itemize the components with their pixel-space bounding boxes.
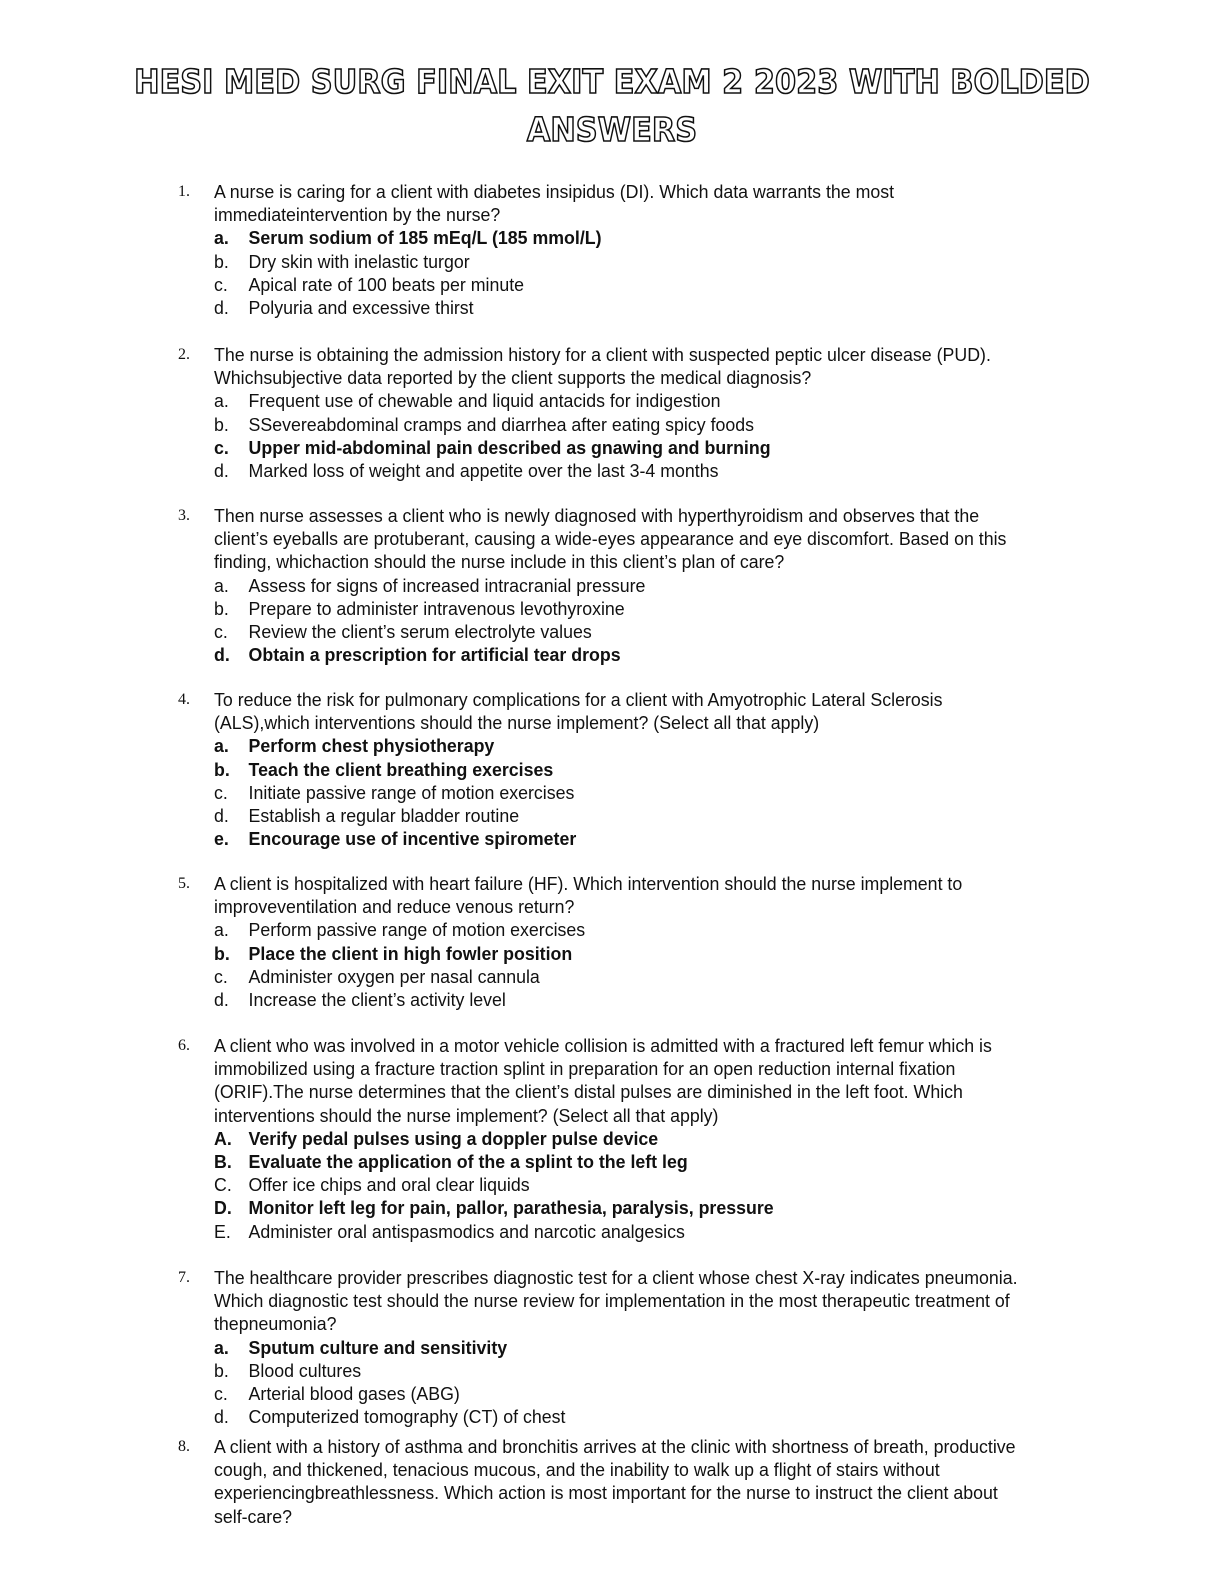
correct-answer-option [214, 1336, 1184, 1359]
answer-option [214, 1359, 1184, 1382]
correct-answer-option [214, 758, 1184, 781]
option-letter: D. [214, 1197, 232, 1219]
option-text: Administer oxygen per nasal cannula [248, 965, 540, 987]
question-3 [0, 504, 1224, 666]
correct-answer-option [214, 1196, 1184, 1219]
option-letter: d. [214, 644, 230, 666]
question-2 [0, 343, 1224, 482]
question-1 [0, 180, 1224, 319]
question-5 [0, 872, 1224, 1011]
option-text: Blood cultures [248, 1359, 362, 1381]
option-letter: c. [214, 1382, 228, 1404]
answer-option [214, 389, 1184, 412]
answer-option [214, 250, 1184, 273]
option-text: Review the client’s serum electrolyte values [248, 620, 592, 642]
option-letter: B. [214, 1151, 232, 1172]
answer-option [214, 1173, 1184, 1196]
correct-answer-option [214, 942, 1184, 965]
option-text: Evaluate the application of the a splint to the left leg [248, 1151, 688, 1172]
option-letter: a. [214, 919, 229, 941]
option-text: Obtain a prescription for artificial tear drops [248, 644, 621, 666]
option-text: Marked loss of weight and appetite over the last 3-4 months [248, 459, 719, 481]
option-letter: d. [214, 1406, 229, 1428]
correct-answer-option [214, 734, 1184, 757]
question-number: 1. [178, 183, 190, 200]
option-text: Perform passive range of motion exercises [248, 919, 586, 941]
answer-option [214, 620, 1184, 643]
option-letter: b. [214, 758, 230, 780]
answer-option [214, 296, 1184, 319]
answer-option [214, 918, 1184, 941]
option-letter: a. [214, 735, 229, 757]
question-number: 8. [178, 1438, 190, 1455]
correct-answer-option [214, 643, 1184, 666]
option-letter: c. [214, 273, 228, 295]
answer-option [214, 1220, 1184, 1243]
option-text: Dry skin with inelastic turgor [248, 250, 470, 272]
option-text: Upper mid-abdominal pain described as gnawing and burning [248, 436, 771, 458]
correct-answer-option [214, 436, 1184, 459]
option-letter: c. [214, 965, 228, 987]
option-text: Perform chest physiotherapy [248, 735, 495, 757]
question-text: To reduce the risk for pulmonary complications for a client with Amyotrophic Lateral Sclerosis (ALS),which interventions should the nurse implement? (Select all that apply) [214, 689, 943, 734]
option-letter: d. [214, 804, 229, 826]
option-text: Monitor left leg for pain, pallor, parathesia, paralysis, pressure [248, 1197, 774, 1219]
question-number: 7. [178, 1269, 190, 1286]
option-letter: c. [214, 781, 228, 803]
correct-answer-option [214, 1127, 1184, 1150]
question-6 [0, 1034, 1224, 1243]
option-letter: a. [214, 227, 229, 249]
question-number: 2. [178, 346, 190, 363]
option-letter: a. [214, 390, 229, 412]
answer-option [214, 988, 1184, 1011]
answer-option [214, 574, 1184, 597]
question-text: A client with a history of asthma and bronchitis arrives at the clinic with shortness of breath, productive cough, and thickened, tenacious mucous, and the inability to walk up a flight of stairs without experiencingbreathlessness. Which action is most important for the nurse to instruct the client about self-care? [214, 1436, 1016, 1527]
question-7 [0, 1266, 1224, 1428]
option-letter: b. [214, 597, 229, 619]
option-text: Sputum culture and sensitivity [248, 1336, 508, 1358]
option-letter: d. [214, 988, 229, 1010]
answer-option [214, 804, 1184, 827]
option-letter: E. [214, 1220, 231, 1242]
option-text: Apical rate of 100 beats per minute [248, 273, 525, 295]
option-letter: a. [214, 1336, 229, 1358]
question-8 [0, 1435, 1224, 1528]
option-text: Offer ice chips and oral clear liquids [248, 1174, 530, 1196]
option-letter: a. [214, 574, 229, 596]
question-text: A client is hospitalized with heart failure (HF). Which intervention should the nurse implement to improveventilation and reduce venous return? [214, 873, 963, 918]
answer-option [214, 781, 1184, 804]
correct-answer-option [214, 226, 1184, 249]
option-text: Computerized tomography (CT) of chest [248, 1406, 566, 1428]
question-text: The healthcare provider prescribes diagnostic test for a client whose chest X-ray indicates pneumonia. Which diagnostic test should the nurse review for implementation in the most therapeutic treatment of thepneumonia? [214, 1267, 1018, 1335]
option-text: Polyuria and excessive thirst [248, 296, 474, 318]
option-letter: b. [214, 250, 229, 272]
option-letter: A. [214, 1127, 232, 1149]
document-title-line1: HESI MED SURG FINAL EXIT EXAM 2 2023 WITH BOLDED [134, 62, 1090, 101]
answer-option [214, 459, 1184, 482]
question-text: Then nurse assesses a client who is newly diagnosed with hyperthyroidism and observes that the client’s eyeballs are protuberant, causing a wide-eyes appearance and eye discomfort. Based on this finding, whichaction should the nurse include in this client’s plan of care? [214, 505, 1007, 573]
question-number: 3. [178, 507, 190, 524]
option-letter: b. [214, 942, 230, 964]
option-text: Prepare to administer intravenous levothyroxine [248, 597, 625, 619]
option-letter: d. [214, 296, 229, 318]
option-text: Assess for signs of increased intracranial pressure [248, 574, 646, 596]
option-text: Teach the client breathing exercises [248, 758, 554, 780]
answer-option [214, 597, 1184, 620]
question-text: A client who was involved in a motor vehicle collision is admitted with a fractured left femur which is immobilized using a fracture traction splint in preparation for an open reduction internal fixation (ORIF).The nurse determines that the client’s distal pulses are diminished in the left foot. Which interventions should the nurse implement? (Select all that apply) [214, 1035, 992, 1126]
answer-option [214, 273, 1184, 296]
option-letter: b. [214, 1359, 229, 1381]
option-text: Administer oral antispasmodics and narcotic analgesics [248, 1220, 685, 1242]
option-text: Encourage use of incentive spirometer [248, 828, 577, 850]
document-title-line2: ANSWERS [526, 110, 698, 149]
option-letter: b. [214, 413, 229, 435]
option-letter: C. [214, 1174, 232, 1196]
option-text: Verify pedal pulses using a doppler pulse device [248, 1127, 659, 1149]
option-text: Place the client in high fowler position [248, 942, 573, 964]
option-text: Increase the client’s activity level [248, 988, 506, 1010]
option-text: Establish a regular bladder routine [248, 804, 520, 826]
option-text: Serum sodium of 185 mEq/L (185 mmol/L) [248, 227, 602, 249]
question-text: A nurse is caring for a client with diabetes insipidus (DI). Which data warrants the most immediateintervention by the nurse? [214, 181, 895, 226]
answer-option [214, 965, 1184, 988]
option-text: SSevereabdominal cramps and diarrhea after eating spicy foods [248, 413, 755, 435]
question-number: 6. [178, 1037, 190, 1054]
question-text: The nurse is obtaining the admission history for a client with suspected peptic ulcer disease (PUD). Whichsubjective data reported by the client supports the medical diagnosis? [214, 344, 991, 389]
option-text: Frequent use of chewable and liquid antacids for indigestion [248, 390, 721, 412]
option-letter: d. [214, 459, 229, 481]
correct-answer-option [214, 827, 1184, 850]
correct-answer-option [214, 1150, 1184, 1173]
answer-option [214, 1405, 1184, 1428]
answer-option [214, 1382, 1184, 1405]
option-letter: e. [214, 828, 229, 850]
option-letter: c. [214, 436, 229, 458]
question-number: 4. [178, 691, 190, 708]
question-4 [0, 688, 1224, 850]
answer-option [214, 413, 1184, 436]
question-number: 5. [178, 875, 190, 892]
option-letter: c. [214, 620, 228, 642]
option-text: Initiate passive range of motion exercises [248, 781, 575, 803]
option-text: Arterial blood gases (ABG) [248, 1382, 460, 1404]
